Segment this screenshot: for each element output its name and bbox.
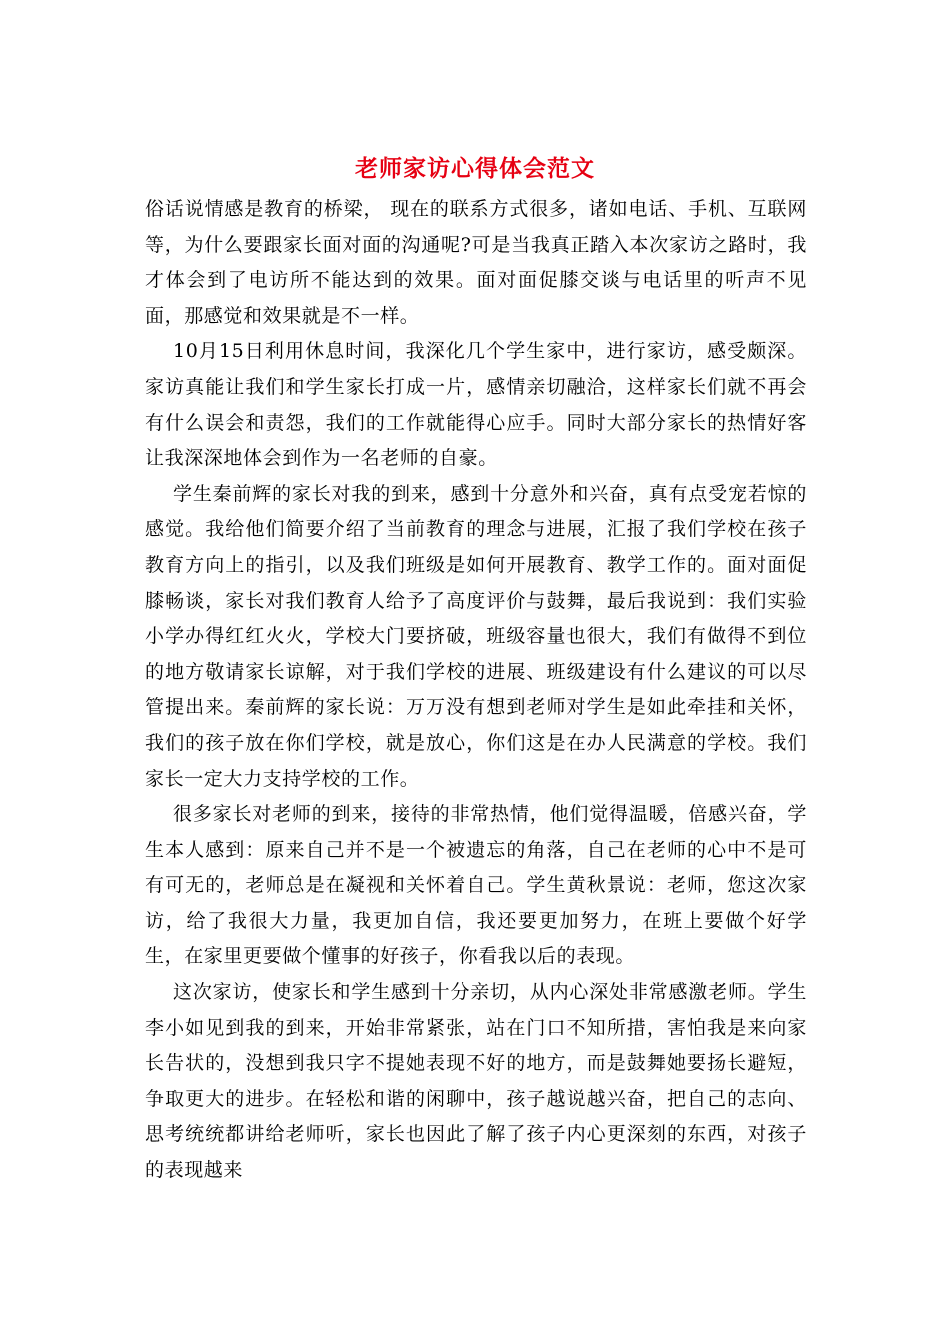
document-body xyxy=(145,192,807,1189)
paragraph-3: 学生秦前辉的家长对我的到来，感到十分意外和兴奋，真有点受宠若惊的感觉。我给他们简要介绍了当前教育的理念与进展，汇报了我们学校在孩子教育方向上的指引，以及我们班级是如何开展教育、教学工作的。面对面促膝畅谈，家长对我们教育人给予了高度评价与鼓舞，最后我说到：我们实验小学办得红红火火，学校大门要挤破，班级容量也很大，我们有做得不到位的地方敬请家长谅解，对于我们学校的进展、班级建设有什么建议的可以尽管提出来。秦前辉的家长说：万万没有想到老师对学生是如此牵挂和关怀，我们的孩子放在你们学校，就是放心，你们这是在办人民满意的学校。我们家长一定大力支持学校的工作。 xyxy=(145,482,807,790)
paragraph-2: 10月15日利用休息时间，我深化几个学生家中，进行家访，感受颇深。 家访真能让我们和学生家长打成一片，感情亲切融洽，这样家长们就不再会有什么误会和责怨，我们的工作就能得心应手。同时大部分家长的热情好客让我深深地体会到作为一名老师的自豪。 xyxy=(145,340,807,470)
paragraph-5: 这次家访，使家长和学生感到十分亲切，从内心深处非常感激老师。学生李小如见到我的到来，开始非常紧张，站在门口不知所措，害怕我是来向家长告状的，没想到我只字不提她表现不好的地方，而是鼓舞她要扬长避短，争取更大的进步。在轻松和谐的闲聊中，孩子越说越兴奋，把自己的志向、思考统统都讲给老师听，家长也因此了解了孩子内心更深刻的东西，对孩子的表现越来 xyxy=(145,981,807,1182)
document-title: 老师家访心得体会范文 xyxy=(355,155,595,182)
paragraph-4: 很多家长对老师的到来，接待的非常热情，他们觉得温暖，倍感兴奋，学生本人感到：原来自己并不是一个被遗忘的角落，自己在老师的心中不是可有可无的，老师总是在凝视和关怀着自己。学生黄秋景说：老师，您这次家访，给了我很大力量，我更加自信，我还要更加努力，在班上要做个好学生，在家里更要做个懂事的好孩子，你看我以后的表现。 xyxy=(145,803,807,968)
paragraph-1: 俗话说情感是教育的桥梁， 现在的联系方式很多，诸如电话、手机、互联网等，为什么要跟家长面对面的沟通呢?可是当我真正踏入本次家访之路时，我才体会到了电访所不能达到的效果。面对面促膝交谈与电话里的听声不见面，那感觉和效果就是不一样。 xyxy=(145,198,807,327)
